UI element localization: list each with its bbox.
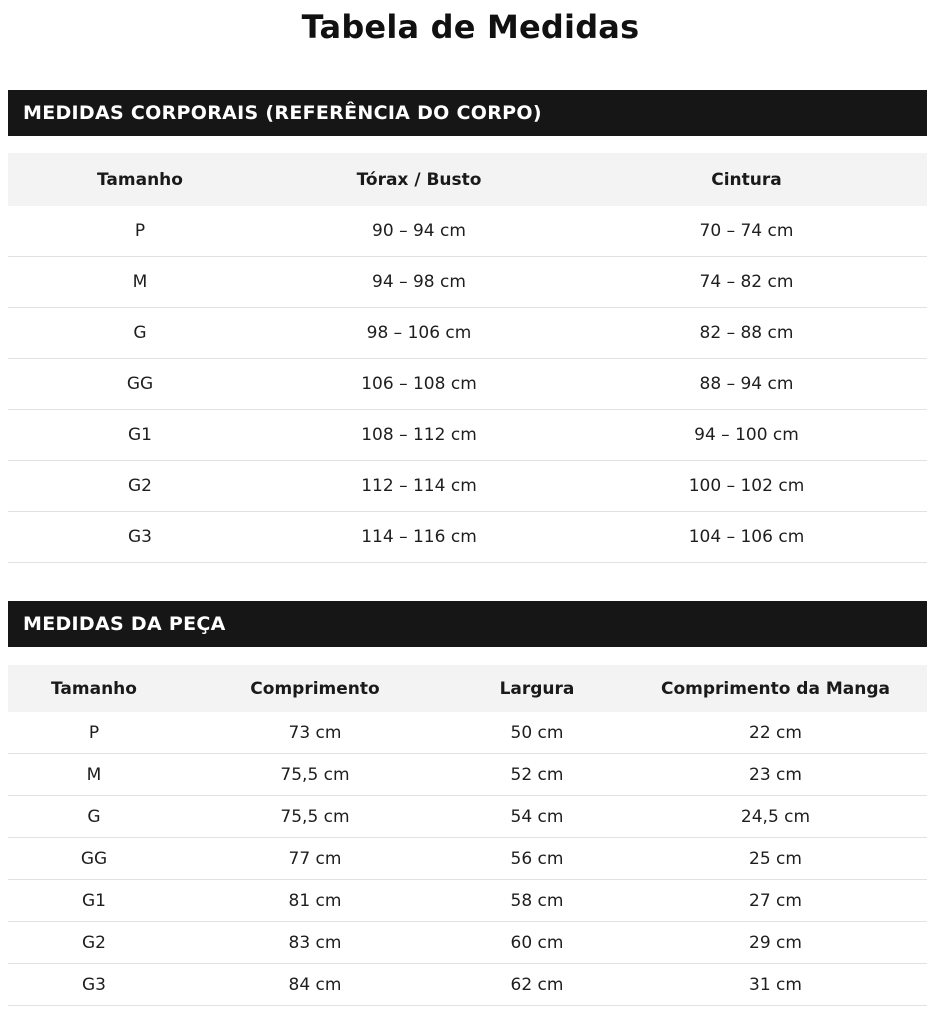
column-header-waist: Cintura — [566, 153, 927, 206]
width-cell: 60 cm — [450, 922, 624, 964]
size-cell: G — [8, 796, 180, 838]
chest-cell: 94 – 98 cm — [272, 257, 566, 308]
table-row — [8, 257, 927, 308]
waist-cell: 88 – 94 cm — [566, 359, 927, 410]
width-cell: 50 cm — [450, 712, 624, 754]
width-cell: 56 cm — [450, 838, 624, 880]
waist-cell: 74 – 82 cm — [566, 257, 927, 308]
width-cell: 58 cm — [450, 880, 624, 922]
sleeve-length-cell: 29 cm — [624, 922, 927, 964]
waist-cell: 94 – 100 cm — [566, 410, 927, 461]
table-row — [8, 712, 927, 754]
size-cell: G3 — [8, 512, 272, 563]
size-cell: G1 — [8, 880, 180, 922]
table-row — [8, 512, 927, 563]
sleeve-length-cell: 25 cm — [624, 838, 927, 880]
page-title: Tabela de Medidas — [301, 8, 640, 46]
size-cell: G3 — [8, 964, 180, 1006]
waist-cell: 82 – 88 cm — [566, 308, 927, 359]
column-header-sleeve-length: Comprimento da Manga — [624, 665, 927, 712]
table-row — [8, 308, 927, 359]
length-cell: 81 cm — [180, 880, 450, 922]
chest-cell: 108 – 112 cm — [272, 410, 566, 461]
length-cell: 84 cm — [180, 964, 450, 1006]
size-cell: M — [8, 257, 272, 308]
table-row — [8, 880, 927, 922]
table-row — [8, 461, 927, 512]
table-header-row — [8, 665, 927, 712]
size-cell: P — [8, 712, 180, 754]
table-row — [8, 964, 927, 1006]
waist-cell: 70 – 74 cm — [566, 206, 927, 257]
table-row — [8, 206, 927, 257]
length-cell: 83 cm — [180, 922, 450, 964]
size-cell: P — [8, 206, 272, 257]
sleeve-length-cell: 22 cm — [624, 712, 927, 754]
size-cell: G2 — [8, 461, 272, 512]
table-row — [8, 754, 927, 796]
body-measurements-heading: MEDIDAS CORPORAIS (REFERÊNCIA DO CORPO) — [8, 90, 927, 136]
length-cell: 73 cm — [180, 712, 450, 754]
table-row — [8, 922, 927, 964]
size-cell: M — [8, 754, 180, 796]
size-cell: G2 — [8, 922, 180, 964]
table-row — [8, 796, 927, 838]
chest-cell: 106 – 108 cm — [272, 359, 566, 410]
waist-cell: 104 – 106 cm — [566, 512, 927, 563]
chest-cell: 114 – 116 cm — [272, 512, 566, 563]
column-header-size: Tamanho — [8, 665, 180, 712]
size-cell: G1 — [8, 410, 272, 461]
garment-measurements-table — [8, 665, 927, 1006]
size-cell: GG — [8, 359, 272, 410]
chest-cell: 112 – 114 cm — [272, 461, 566, 512]
sleeve-length-cell: 23 cm — [624, 754, 927, 796]
size-cell: GG — [8, 838, 180, 880]
length-cell: 77 cm — [180, 838, 450, 880]
table-row — [8, 359, 927, 410]
width-cell: 54 cm — [450, 796, 624, 838]
chest-cell: 90 – 94 cm — [272, 206, 566, 257]
width-cell: 52 cm — [450, 754, 624, 796]
sleeve-length-cell: 24,5 cm — [624, 796, 927, 838]
waist-cell: 100 – 102 cm — [566, 461, 927, 512]
column-header-length: Comprimento — [180, 665, 450, 712]
length-cell: 75,5 cm — [180, 754, 450, 796]
chest-cell: 98 – 106 cm — [272, 308, 566, 359]
column-header-chest: Tórax / Busto — [272, 153, 566, 206]
length-cell: 75,5 cm — [180, 796, 450, 838]
sleeve-length-cell: 27 cm — [624, 880, 927, 922]
width-cell: 62 cm — [450, 964, 624, 1006]
table-row — [8, 410, 927, 461]
size-cell: G — [8, 308, 272, 359]
sleeve-length-cell: 31 cm — [624, 964, 927, 1006]
column-header-size: Tamanho — [8, 153, 272, 206]
garment-measurements-heading: MEDIDAS DA PEÇA — [8, 601, 927, 647]
table-header-row — [8, 153, 927, 206]
column-header-width: Largura — [450, 665, 624, 712]
body-measurements-table — [8, 153, 927, 563]
table-row — [8, 838, 927, 880]
